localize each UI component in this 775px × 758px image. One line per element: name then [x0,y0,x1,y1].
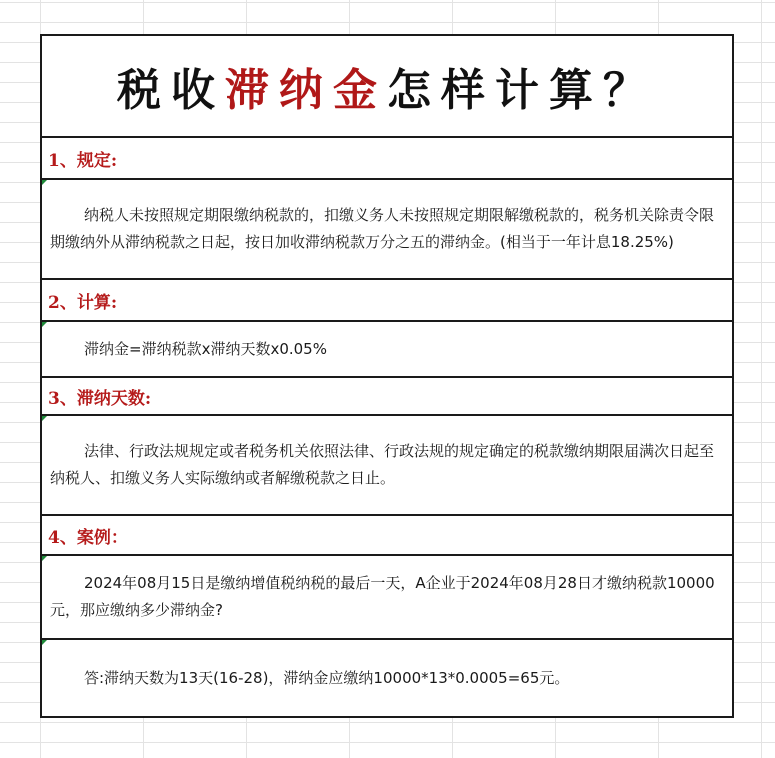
section-4-question-row[interactable] [42,556,732,640]
case-answer-text: 答:滞纳天数为13天(16-28)，滞纳金应缴纳10000*13*0.0005=65元。 [84,668,570,687]
section-4-answer-row[interactable] [42,640,732,716]
title-suffix: 怎样计算？ [387,65,657,116]
section-4-heading: 4、案例： [48,527,128,548]
tax-table [40,34,734,718]
title-accent: 滞纳金 [225,65,387,116]
cell-marker-icon [42,640,47,645]
title-prefix: 税收 [117,65,225,116]
title-row [42,36,732,138]
section-3-body-row[interactable] [42,416,732,516]
section-4-heading-row[interactable] [42,516,732,556]
section-3-text: 法律、行政法规规定或者税务机关依照法律、行政法规的规定确定的税款缴纳期限届满次日起至纳税人、扣缴义务人实际缴纳或者解缴税款之日止。 [50,442,715,487]
section-2-text: 滞纳金=滞纳税款x滞纳天数x0.05% [84,339,327,358]
case-question-text: 2024年08月15日是缴纳增值税纳税的最后一天，A企业于2024年08月28日才缴纳税款10000元，那应缴纳多少滞纳金? [50,574,715,619]
section-1-body-row[interactable] [42,180,732,280]
section-3-heading: 3、滞纳天数: [48,388,152,409]
page-title [117,54,657,118]
section-1-text: 纳税人未按照规定期限缴纳税款的，扣缴义务人未按照规定期限解缴税款的，税务机关除责令限期缴纳外从滞纳税款之日起，按日加收滞纳税款万分之五的滞纳金。(相当于一年计息18.25%) [50,206,715,251]
section-1-heading-row[interactable] [42,138,732,180]
section-2-heading-row[interactable] [42,280,732,322]
section-1-heading: 1、规定: [48,150,118,171]
section-2-heading: 2、计算: [48,292,118,313]
section-3-heading-row[interactable] [42,378,732,416]
cell-marker-icon [42,416,47,421]
cell-marker-icon [42,556,47,561]
cell-marker-icon [42,180,47,185]
cell-marker-icon [42,322,47,327]
section-2-body-row[interactable] [42,322,732,378]
